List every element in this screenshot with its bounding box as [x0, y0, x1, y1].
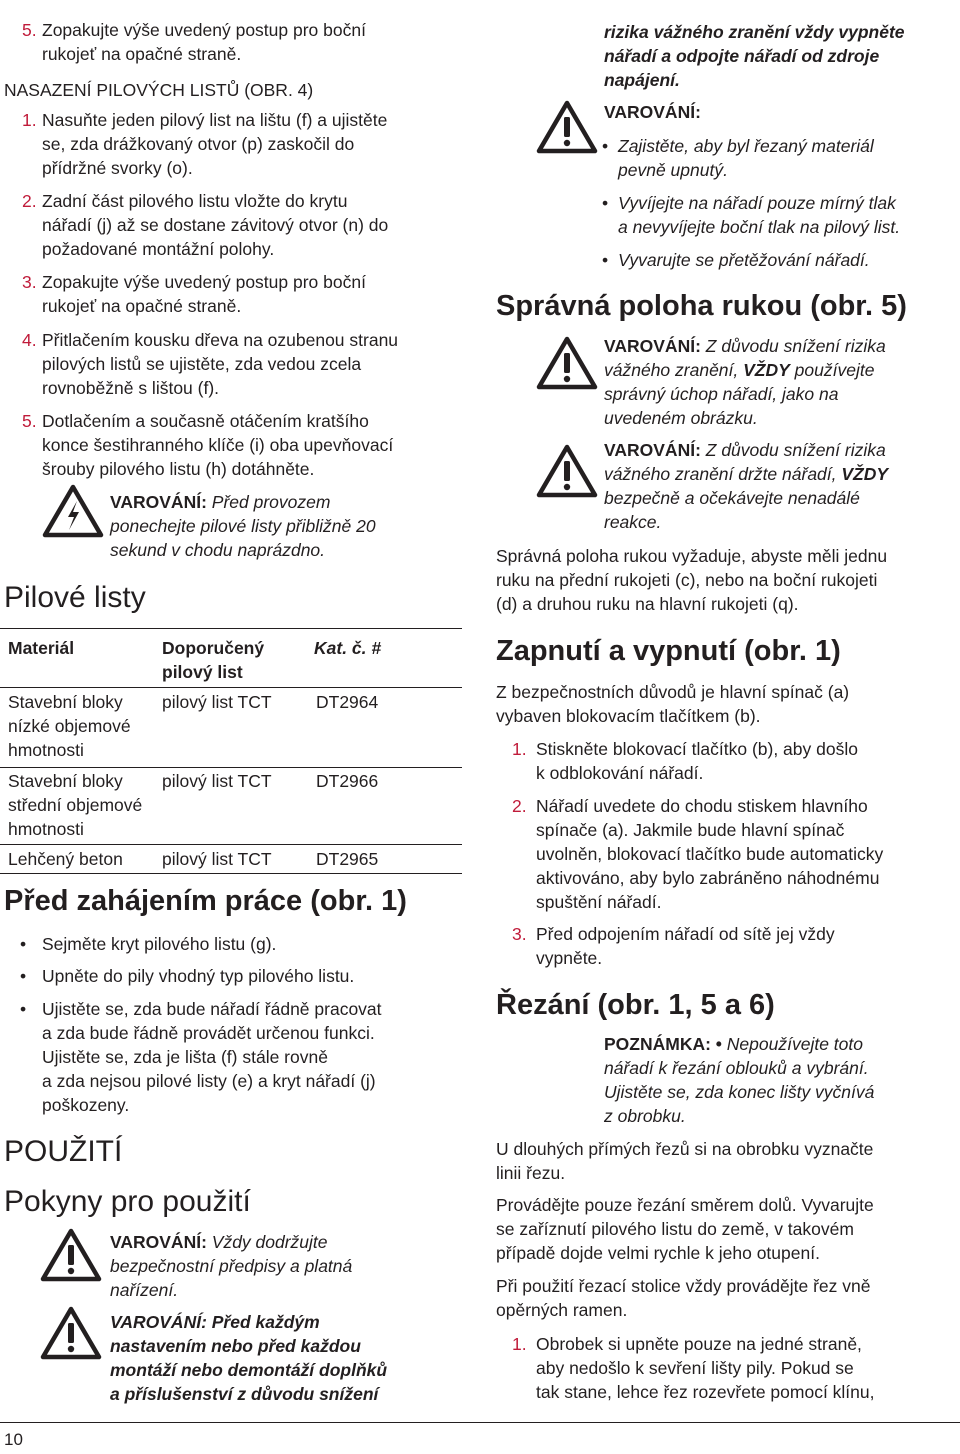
- hand-warning-2: [604, 438, 956, 534]
- step-number: 1.: [512, 739, 527, 759]
- step-text: Nasuňte jeden pilový list na lištu (f) a ujistěte se, zda drážkovaný otvor (p) zaskočil do přídržné svorky (o).: [42, 110, 388, 178]
- step-text: Zopakujte výše uvedený postup pro boční rukojeť na opačné straně.: [42, 272, 366, 316]
- step-text: Stiskněte blokovací tlačítko (b), aby došlo k odblokování nářadí.: [536, 739, 858, 783]
- page-number: 10: [4, 1430, 23, 1449]
- step-number: 3.: [512, 924, 527, 944]
- on-off-text: Z bezpečnostních důvodů je hlavní spínač (a) vybaven blokovacím tlačítkem (b).: [496, 682, 850, 726]
- usage-warning-2: VAROVÁNÍ: Před každým nastavením nebo před každou montáží nebo demontáží doplňků a příslušenství z důvodu snížení: [110, 1312, 388, 1404]
- bullet-text: Ujistěte se, zda bude nářadí řádně pracovat a zda bude řádně provádět určenou funkci. Ujistěte se, zda je lišta (f) stále rovně a zda nejsou pilové listy (e) a kryt nářadí (j) poškozeny.: [42, 999, 382, 1115]
- hand-warning-1: [604, 334, 956, 430]
- warning-continuation: rizika vážného zranění vždy vypněte nářadí a odpojte nářadí od zdroje napájení.: [604, 22, 905, 90]
- warning-text: bezpečně a očekávejte nenadálé reakce.: [604, 488, 860, 532]
- warning-icon: [40, 1228, 102, 1282]
- electric-warning-icon: [42, 484, 104, 538]
- step-number: 1.: [512, 1334, 527, 1354]
- step-text: Obrobek si upněte pouze na jedné straně, aby nedošlo k sevření lišty pily. Pokud se tak stane, lehce řez rozevřete pomocí klínu,: [536, 1334, 875, 1402]
- table-rule: [0, 687, 462, 688]
- on-off-title: Zapnutí a vypnutí (obr. 1): [496, 635, 841, 667]
- usage-title: POUŽITÍ: [4, 1135, 123, 1168]
- cutting-paragraph: Provádějte pouze řezání směrem dolů. Vyvarujte se zaříznutí pilového listu do země, v takovém případě dojde velmi rychle k jeho otupení.: [496, 1195, 874, 1263]
- warning-text: Vždy dodržujte bezpečnostní předpisy a platná nařízení.: [110, 1232, 353, 1300]
- step-number: 4.: [22, 330, 37, 350]
- note-text: Nepoužívejte toto nářadí k řezání oblouků a vybrání. Ujistěte se, zda konec lišty vyčnívá z obrobku.: [604, 1034, 875, 1126]
- warning-label: VAROVÁNÍ:: [604, 336, 701, 356]
- shock-warning: [110, 490, 460, 562]
- bullet-text: Upněte do pily vhodný typ pilového listu.: [42, 966, 355, 986]
- before-work-title: Před zahájením práce (obr. 1): [4, 885, 407, 917]
- step-text: Před odpojením nářadí od sítě jej vždy vypněte.: [536, 924, 835, 968]
- footer-rule: [0, 1422, 960, 1423]
- step-text: Dotlačením a současně otáčením kratšího konce šestihranného klíče (i) oba upevňovací šrouby pilového listu (h) dotáhněte.: [42, 411, 394, 479]
- warning-text: Před provozem ponechejte pilové listy přibližně 20 sekund v chodu naprázdno.: [110, 492, 376, 560]
- table-cell: pilový list TCT: [162, 849, 272, 869]
- step-number: 2.: [22, 191, 37, 211]
- warning-label: VAROVÁNÍ:: [110, 492, 207, 512]
- step-number: 1.: [22, 110, 37, 130]
- table-cell: Lehčený beton: [8, 849, 123, 869]
- warning-bullet: Zajistěte, aby byl řezaný materiál pevně upnutý.: [618, 136, 874, 180]
- warning-text: Z důvodu snížení rizika vážného zranění,: [604, 336, 886, 380]
- step-text: Přitlačením kousku dřeva na ozubenou stranu pilových listů se ujistěte, zda vedou zcela rovnoběžně s lištou (f).: [42, 330, 399, 398]
- hand-position-text: Správná poloha rukou vyžaduje, abyste měli jednu ruku na přední rukojeti (c), nebo na boční rukojeti (d) a druhou ruku na hlavní rukojeti (q).: [496, 546, 888, 614]
- warning-text: používejte správný úchop nářadí, jako na uvedeném obrázku.: [604, 360, 875, 428]
- warning-icon: [536, 336, 598, 390]
- bullet: •: [20, 966, 27, 986]
- instructions-title: Pokyny pro použití: [4, 1185, 251, 1218]
- table-header-material: Materiál: [8, 638, 75, 658]
- table-cell: pilový list TCT: [162, 692, 272, 712]
- usage-warning-1: [110, 1230, 460, 1302]
- cutting-paragraph: U dlouhých přímých řezů si na obrobku vyznačte linii řezu.: [496, 1139, 874, 1183]
- warning-bullet: Vyvarujte se přetěžování nářadí.: [618, 250, 870, 270]
- table-bottom-rule: [0, 873, 462, 874]
- warning-icon: [536, 444, 598, 498]
- step-number: 3.: [22, 272, 37, 292]
- bullet: •: [602, 250, 609, 270]
- table-cell: DT2965: [316, 849, 379, 869]
- bullet-text: Sejměte kryt pilového listu (g).: [42, 934, 277, 954]
- table-cell: pilový list TCT: [162, 771, 272, 791]
- note-label: POZNÁMKA: •: [604, 1034, 722, 1054]
- bullet: •: [20, 999, 27, 1019]
- warning-icon: [40, 1306, 102, 1360]
- warning-bullet: Vyvíjejte na nářadí pouze mírný tlak a nevyvíjejte boční tlak na pilový list.: [618, 193, 901, 237]
- table-top-rule: [0, 628, 462, 629]
- cutting-title: Řezání (obr. 1, 5 a 6): [496, 989, 775, 1021]
- step-number: 2.: [512, 796, 527, 816]
- warning-label-text: VAROVÁNÍ:: [604, 102, 701, 122]
- blades-title: Pilové listy: [4, 581, 146, 614]
- table-rule: [0, 844, 462, 845]
- table-cell: Stavební bloky střední objemové hmotnosti: [8, 771, 143, 839]
- warning-icon: [536, 100, 598, 154]
- step-text: Nářadí uvedete do chodu stiskem hlavního spínače (a). Jakmile bude hlavní spínač uvolněn, blokovací tlačítko bude automaticky aktivováno, aby bylo zabráněno náhodnému spuštění nářadí.: [536, 796, 884, 912]
- step-text: Zopakujte výše uvedený postup pro boční rukojeť na opačné straně.: [42, 20, 366, 64]
- step-text: Zadní část pilového listu vložte do krytu nářadí (j) až se dostane závitový otvor (n) do požadované montážní polohy.: [42, 191, 389, 259]
- table-header-cat: Kat. č. #: [314, 638, 382, 658]
- bullet: •: [20, 934, 27, 954]
- warning-label: [604, 100, 701, 124]
- table-cell: Stavební bloky nízké objemové hmotnosti: [8, 692, 131, 760]
- step-number: 5.: [22, 411, 37, 431]
- warning-emphasis: VŽDY: [841, 464, 889, 484]
- cutting-paragraph: Při použití řezací stolice vždy provádějte řez vně opěrných ramen.: [496, 1276, 871, 1320]
- hand-position-title: Správná poloha rukou (obr. 5): [496, 290, 907, 322]
- table-header-blade: Doporučený pilový list: [162, 638, 265, 682]
- bullet: •: [602, 193, 609, 213]
- table-cell: DT2964: [316, 692, 379, 712]
- step-number: 5.: [22, 20, 37, 40]
- section-heading: NASAZENÍ PILOVÝCH LISTŮ (OBR. 4): [4, 80, 314, 100]
- table-rule: [0, 767, 462, 768]
- bullet: •: [602, 136, 609, 156]
- table-cell: DT2966: [316, 771, 379, 791]
- warning-emphasis: VŽDY: [743, 360, 790, 380]
- warning-label: VAROVÁNÍ:: [110, 1232, 207, 1252]
- warning-text: Z důvodu snížení rizika vážného zranění držte nářadí,: [604, 440, 886, 484]
- cutting-note: [604, 1032, 956, 1128]
- warning-label: VAROVÁNÍ:: [604, 440, 701, 460]
